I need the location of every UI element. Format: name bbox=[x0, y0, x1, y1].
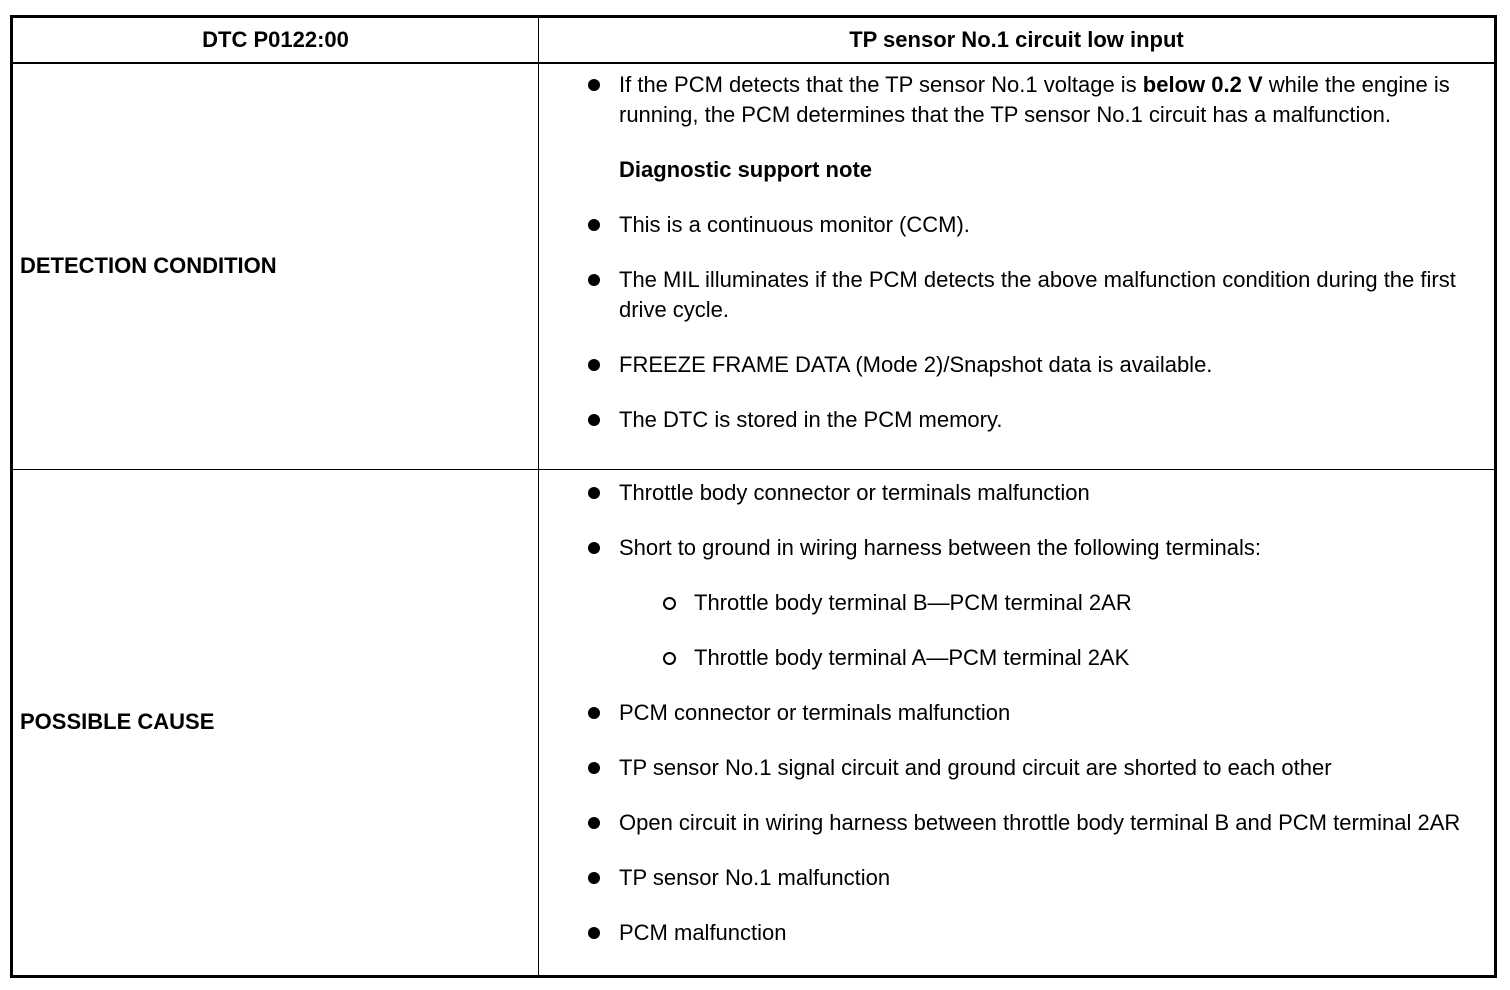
detection-condition-row bbox=[12, 63, 1496, 469]
list-item bbox=[539, 918, 1470, 948]
cause-text: PCM connector or terminals malfunction bbox=[619, 699, 1011, 725]
bullet-icon bbox=[588, 817, 600, 829]
note-text: The DTC is stored in the PCM memory. bbox=[619, 407, 1003, 432]
dtc-title-heading: TP sensor No.1 circuit low input bbox=[539, 17, 1496, 64]
note-text: The MIL illuminates if the PCM detects the above malfunction condition during the first drive cycle. bbox=[619, 267, 1456, 322]
sub-list-item bbox=[539, 643, 1470, 673]
list-item bbox=[539, 808, 1470, 838]
hollow-circle-bullet-icon bbox=[663, 652, 676, 665]
cause-text: TP sensor No.1 signal circuit and ground circuit are shorted to each other bbox=[619, 754, 1332, 780]
list-item bbox=[539, 698, 1470, 728]
bullet-icon bbox=[588, 359, 600, 371]
detection-condition-content bbox=[539, 63, 1496, 469]
bullet-icon bbox=[588, 927, 600, 939]
bullet-icon bbox=[588, 872, 600, 884]
list-item bbox=[539, 405, 1470, 435]
bullet-icon bbox=[588, 219, 600, 231]
note-text: This is a continuous monitor (CCM). bbox=[619, 212, 970, 237]
cause-text: PCM malfunction bbox=[619, 919, 787, 945]
list-item bbox=[539, 210, 1470, 240]
list-item bbox=[539, 70, 1470, 130]
list-item bbox=[539, 753, 1470, 783]
possible-cause-label: POSSIBLE CAUSE bbox=[12, 469, 539, 977]
sub-cause-text: Throttle body terminal A—PCM terminal 2AK bbox=[694, 644, 1130, 670]
possible-cause-content bbox=[539, 469, 1496, 977]
header-row bbox=[12, 17, 1496, 64]
hollow-circle-bullet-icon bbox=[663, 597, 676, 610]
list-item bbox=[539, 265, 1470, 325]
bullet-icon bbox=[588, 762, 600, 774]
bullet-icon bbox=[588, 542, 600, 554]
detection-text-after: while the engine is running, the PCM determines that the TP sensor No.1 circuit has a malfunction. bbox=[619, 72, 1450, 127]
diagnostic-support-note-heading: Diagnostic support note bbox=[619, 157, 872, 182]
detection-condition-label: DETECTION CONDITION bbox=[12, 63, 539, 469]
sub-cause-text: Throttle body terminal B—PCM terminal 2AR bbox=[694, 589, 1132, 615]
bullet-icon bbox=[588, 707, 600, 719]
detection-threshold: below 0.2 V bbox=[1142, 72, 1263, 97]
dtc-code-heading: DTC P0122:00 bbox=[12, 17, 539, 64]
bullet-icon bbox=[588, 79, 600, 91]
bullet-icon bbox=[588, 414, 600, 426]
cause-text: TP sensor No.1 malfunction bbox=[619, 864, 891, 890]
cause-text: Short to ground in wiring harness between the following terminals: bbox=[619, 534, 1262, 560]
dtc-table bbox=[10, 15, 1497, 978]
note-text: FREEZE FRAME DATA (Mode 2)/Snapshot data is available. bbox=[619, 352, 1213, 377]
bullet-icon bbox=[588, 487, 600, 499]
cause-text: Open circuit in wiring harness between throttle body terminal B and PCM terminal 2AR bbox=[619, 809, 1461, 835]
list-item bbox=[539, 533, 1470, 563]
sub-list-item bbox=[539, 588, 1470, 618]
detection-text-before: If the PCM detects that the TP sensor No.1 voltage is bbox=[619, 72, 1143, 97]
bullet-icon bbox=[588, 274, 600, 286]
list-item bbox=[539, 863, 1470, 893]
cause-text: Throttle body connector or terminals malfunction bbox=[619, 479, 1090, 505]
list-item bbox=[539, 350, 1470, 380]
list-item bbox=[539, 478, 1470, 508]
possible-cause-row bbox=[12, 469, 1496, 977]
